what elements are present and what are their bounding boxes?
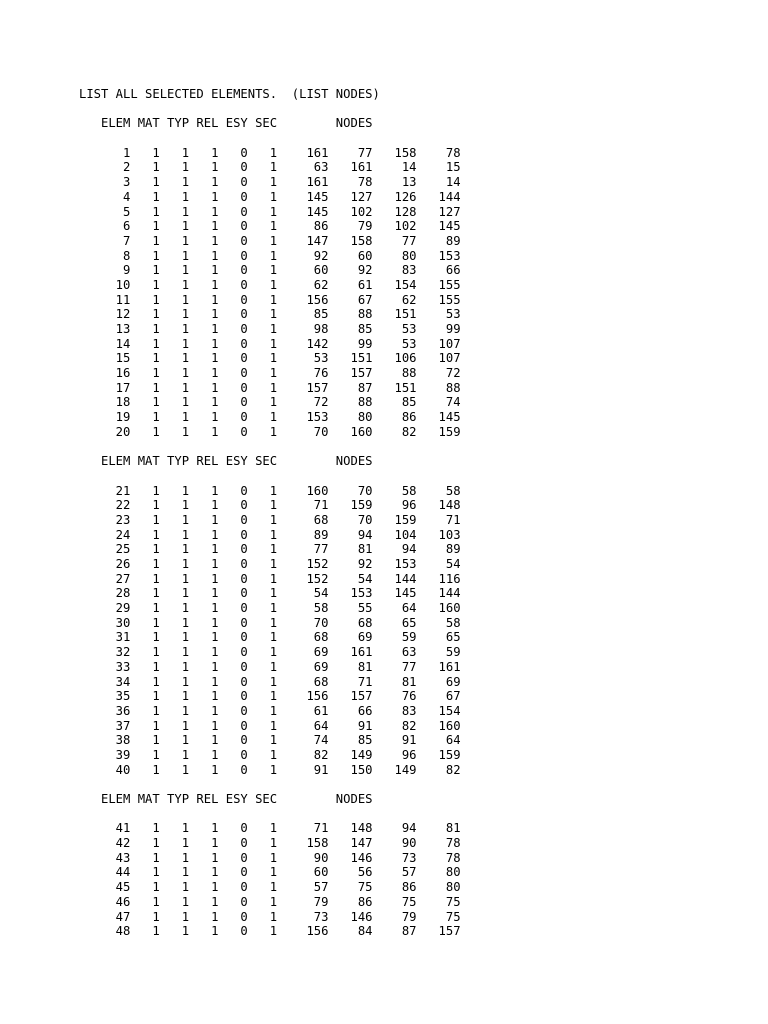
element-row: 6 1 1 1 0 1 86 79 102 145 [79, 219, 461, 234]
element-row: 12 1 1 1 0 1 85 88 151 53 [79, 307, 461, 322]
element-row: 27 1 1 1 0 1 152 54 144 116 [79, 571, 461, 586]
element-row: 5 1 1 1 0 1 145 102 128 127 [79, 204, 461, 219]
listing-section-2 [79, 454, 499, 792]
element-row: 43 1 1 1 0 1 90 146 73 78 [79, 850, 461, 865]
element-row: 33 1 1 1 0 1 69 81 77 161 [79, 659, 461, 674]
element-row: 9 1 1 1 0 1 60 92 83 66 [79, 263, 461, 278]
element-row: 45 1 1 1 0 1 57 75 86 80 [79, 880, 461, 895]
element-row: 19 1 1 1 0 1 153 80 86 145 [79, 410, 461, 425]
element-row: 22 1 1 1 0 1 71 159 96 148 [79, 498, 461, 513]
element-row: 26 1 1 1 0 1 152 92 153 54 [79, 557, 461, 571]
element-row: 1 1 1 1 0 1 161 77 158 78 [79, 145, 461, 160]
element-row: 21 1 1 1 0 1 160 70 58 58 [79, 483, 461, 498]
element-row: 24 1 1 1 0 1 89 94 104 103 [79, 527, 461, 542]
element-row: 8 1 1 1 0 1 92 60 80 153 [79, 248, 461, 263]
element-row: 18 1 1 1 0 1 72 88 85 74 [79, 395, 461, 410]
element-row: 32 1 1 1 0 1 69 161 63 59 [79, 645, 461, 660]
element-row: 37 1 1 1 0 1 64 91 82 160 [79, 718, 461, 733]
element-row: 30 1 1 1 0 1 70 68 65 58 [79, 615, 461, 630]
element-row: 47 1 1 1 0 1 73 146 79 75 [79, 909, 461, 924]
element-row: 17 1 1 1 0 1 157 87 151 88 [79, 380, 461, 395]
element-row: 10 1 1 1 0 1 62 61 154 155 [79, 277, 461, 292]
listing-section-3 [79, 792, 499, 939]
element-row: 31 1 1 1 0 1 68 69 59 65 [79, 630, 461, 645]
spacer [79, 807, 499, 822]
spacer [79, 469, 499, 484]
element-rows [79, 484, 499, 778]
spacer [79, 777, 499, 792]
element-row: 46 1 1 1 0 1 79 86 75 75 [79, 894, 461, 909]
element-rows [79, 821, 499, 939]
element-row: 15 1 1 1 0 1 53 151 106 107 [79, 351, 461, 366]
element-row: 39 1 1 1 0 1 82 149 96 159 [79, 747, 461, 762]
element-row: 20 1 1 1 0 1 70 160 82 159 [79, 424, 461, 439]
element-row: 4 1 1 1 0 1 145 127 126 144 [79, 189, 461, 204]
element-row: 14 1 1 1 0 1 142 99 53 107 [79, 336, 461, 351]
listing-title: LIST ALL SELECTED ELEMENTS. (LIST NODES) [79, 87, 380, 101]
element-row: 28 1 1 1 0 1 54 153 145 144 [79, 586, 461, 601]
element-row: 25 1 1 1 0 1 77 81 94 89 [79, 542, 461, 557]
element-row: 13 1 1 1 0 1 98 85 53 99 [79, 322, 461, 336]
column-header: ELEM MAT TYP REL ESY SEC NODES [79, 454, 373, 469]
listing-section-1 [79, 116, 499, 454]
element-row: 34 1 1 1 0 1 68 71 81 69 [79, 674, 461, 689]
element-row: 3 1 1 1 0 1 161 78 13 14 [79, 175, 461, 190]
element-row: 29 1 1 1 0 1 58 55 64 160 [79, 601, 461, 616]
element-row: 7 1 1 1 0 1 147 158 77 89 [79, 233, 461, 248]
spacer [79, 440, 499, 455]
element-row: 23 1 1 1 0 1 68 70 159 71 [79, 512, 461, 527]
spacer [79, 131, 499, 146]
element-row: 38 1 1 1 0 1 74 85 91 64 [79, 733, 461, 748]
column-header: ELEM MAT TYP REL ESY SEC NODES [79, 792, 373, 806]
element-row: 11 1 1 1 0 1 156 67 62 155 [79, 292, 461, 307]
element-row: 35 1 1 1 0 1 156 157 76 67 [79, 689, 461, 704]
element-row: 36 1 1 1 0 1 61 66 83 154 [79, 703, 461, 718]
element-row: 16 1 1 1 0 1 76 157 88 72 [79, 366, 461, 381]
element-row: 41 1 1 1 0 1 71 148 94 81 [79, 821, 461, 836]
element-rows [79, 146, 499, 440]
element-row: 42 1 1 1 0 1 158 147 90 78 [79, 836, 461, 851]
element-row: 40 1 1 1 0 1 91 150 149 82 [79, 762, 461, 777]
element-row: 44 1 1 1 0 1 60 56 57 80 [79, 865, 461, 880]
spacer [79, 102, 499, 117]
element-row: 2 1 1 1 0 1 63 161 14 15 [79, 160, 461, 175]
element-listing-document [79, 87, 499, 939]
column-header: ELEM MAT TYP REL ESY SEC NODES [79, 116, 373, 131]
element-row: 48 1 1 1 0 1 156 84 87 157 [79, 924, 461, 939]
